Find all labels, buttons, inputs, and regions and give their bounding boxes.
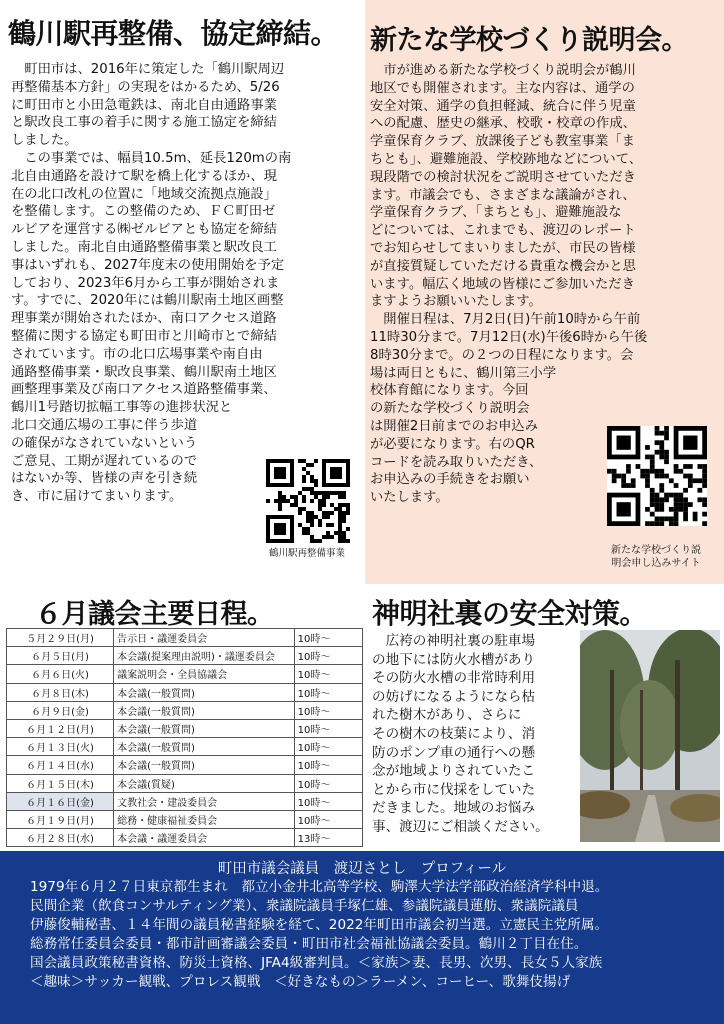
station-qr-caption: 鶴川駅再整備事業 [268, 548, 345, 559]
schedule-event: 本会議(提案理由説明)・議運委員会 [114, 647, 295, 665]
station-qr-code [266, 459, 350, 543]
schedule-event: 総務・健康福祉委員会 [114, 810, 295, 828]
schedule-title: ６月議会主要日程。 [35, 599, 274, 630]
schedule-time: 10時〜 [294, 665, 362, 683]
profile-title: 町田市議会議員 渡辺さとし プロフィール [217, 861, 507, 877]
schedule-row [7, 738, 363, 756]
schedule-time: 13時〜 [294, 829, 362, 847]
schedule-time: 10時〜 [294, 756, 362, 774]
schedule-time: 10時〜 [294, 738, 362, 756]
schedule-date: ６月８日(木) [7, 683, 114, 701]
schedule-date: ６月１６日(金) [7, 792, 114, 810]
school-article-title: 新たな学校づくり説明会。 [370, 25, 688, 56]
schedule-row [7, 810, 363, 828]
schedule-row [7, 756, 363, 774]
schedule-event: 本会議(一般質問) [114, 701, 295, 719]
schedule-event: 告示日・議運委員会 [114, 629, 295, 647]
schedule-row [7, 774, 363, 792]
schedule-row [7, 792, 363, 810]
schedule-event: 本会議(一般質問) [114, 738, 295, 756]
schedule-event: 文教社会・建設委員会 [114, 792, 295, 810]
schedule-time: 10時〜 [294, 810, 362, 828]
schedule-event: 本会議(一般質問) [114, 756, 295, 774]
school-article-body: 市が進める新たな学校づくり説明会が鶴川 地区でも開催されます。主な内容は、通学の 安全対策、通学の負担軽減、統合に伴う児童 への配慮、歴史の継承、校歌・校章の作成、 学童保育クラブ、放課後子ども教室事業「ま ちとも」、避難施設、学校跡地などについて、 現段階での検討状況をご説明させていただき ます。市議会でも、さまざまな議論がされ、 学童保育クラブ、「まちとも」、避難施設な どについては、これまでも、渡辺のレポート でお知らせしてまいりましたが、市民の皆様 が直接質疑していただける貴重な機会かと思 います。幅広く地域の皆様にご参加いただき ますようお願いいたします。 開催日程は、7月2日(日)午前10時から午前 11時30分まで。7月12日(水)午後6時から午後 8時30分まで。の２つの日程になります。会 場は両日ともに、鶴川第三小学 校体育館になります。今回 の新たな学校づくり説明会 は開催2日前までのお申込み が必要になります。右のQR コードを読み取りいただき、 お申込みの手続きをお願い いたします。 [370, 63, 648, 506]
schedule-time: 10時〜 [294, 792, 362, 810]
schedule-event: 議案説明会・全員協議会 [114, 665, 295, 683]
station-article-title: 鶴川駅再整備、協定締結。 [8, 17, 339, 50]
schedule-time: 10時〜 [294, 719, 362, 737]
schedule-date: ５月２９日(月) [7, 629, 114, 647]
schedule-row [7, 683, 363, 701]
schedule-row [7, 701, 363, 719]
schedule-date: ６月１５日(木) [7, 774, 114, 792]
safety-article-body: 広袴の神明社裏の駐車場 の地下には防火水槽があり その防火水槽の非常時利用 の妨げになるようになら枯 れた樹木があり、さらに その樹木の枝葉により、消 防のポンプ車の通行への懸 念が地域よりされていたこ とから市に伐採をしていた だきました。地域のお悩み 事、渡辺にご相談ください。 [372, 633, 549, 835]
schedule-date: ６月１９日(月) [7, 810, 114, 828]
schedule-event: 本会議(一般質問) [114, 683, 295, 701]
safety-article-title: 神明社裏の安全対策。 [372, 597, 648, 630]
schedule-event: 本会議・議運委員会 [114, 829, 295, 847]
profile-section [0, 851, 724, 1024]
schedule-time: 10時〜 [294, 774, 362, 792]
schedule-row [7, 665, 363, 683]
schedule-date: ６月９日(金) [7, 701, 114, 719]
schedule-row [7, 719, 363, 737]
schedule-date: ６月６日(火) [7, 665, 114, 683]
schedule-table [6, 628, 363, 847]
schedule-date: ６月１４日(水) [7, 756, 114, 774]
schedule-row [7, 629, 363, 647]
schedule-row [7, 829, 363, 847]
shrine-trees-photo [580, 630, 720, 842]
schedule-event: 本会議(質疑) [114, 774, 295, 792]
schedule-date: ６月２８日(水) [7, 829, 114, 847]
schedule-date: ６月５日(月) [7, 647, 114, 665]
schedule-time: 10時〜 [294, 629, 362, 647]
station-article-body: 町田市は、2016年に策定した「鶴川駅周辺 再整備基本方針」の実現をはかるため、5/26 に町田市と小田急電鉄は、南北自由通路事業 と駅改良工事の着手に関する施工協定を締結 しました。 この事業では、幅員10.5m、延長120mの南 北自由通路を設けて駅を橋上化するほか、現 在の北口改札の位置に「地域交流拠点施設」 を整備します。この整備のため、ＦＣ町田ゼ ルビアを運営する㈱ゼルビアとも協定を締結 しました。南北自由通路整備事業と駅改良工 事はいずれも、2027年度末の使用開始を予定 しており、2023年6月から工事が開始されま す。すでに、2020年には鶴川駅南土地区画整 理事業が開始されたほか、南口アクセス道路 整備に関する協定も町田市と川崎市とで締結 されています。市の北口広場事業や南自由 通路整備事業・駅改良事業、鶴川駅南土地区 画整理事業及び南口アクセス道路整備事業、 鶴川1号踏切拡幅工事等の進捗状況と 北口交通広場の工事に伴う歩道 の確保がなされていないという ご意見、工期が遅れているので はないか等、皆様の声を引き続 き、市に届けてまいります。 [11, 62, 292, 505]
schedule-date: ６月１２日(月) [7, 719, 114, 737]
schedule-time: 10時〜 [294, 647, 362, 665]
school-qr-caption: 新たな学校づくり説 明会申し込みサイト [611, 545, 701, 569]
schedule-row [7, 647, 363, 665]
schedule-event: 本会議(一般質問) [114, 719, 295, 737]
schedule-time: 10時〜 [294, 701, 362, 719]
profile-body: 1979年６月２７日東京都生まれ 都立小金井北高等学校、駒澤大学法学部政治経済学科中退。 民間企業（飲食コンサルティング業）、衆議院議員手塚仁雄、参議院議員蓮舫、衆議院議員 伊藤俊輔秘書、１４年間の議員秘書経験を経て、2022年町田市議会初当選。立憲民主党所属。 総務常任委員会委員・都市計画審議会委員・町田市社会福祉協議会委員。鶴川２丁目在住。 国会議員政策秘書資格、防災士資格、JFA4級審判員。＜家族＞妻、長男、次男、長女５人家族 ＜趣味＞サッカー観戦、プロレス観戦 ＜好きなもの＞ラーメン、コーヒー、歌舞伎揚げ [30, 879, 609, 990]
schedule-date: ６月１３日(火) [7, 738, 114, 756]
schedule-time: 10時〜 [294, 683, 362, 701]
school-qr-code [607, 426, 707, 526]
